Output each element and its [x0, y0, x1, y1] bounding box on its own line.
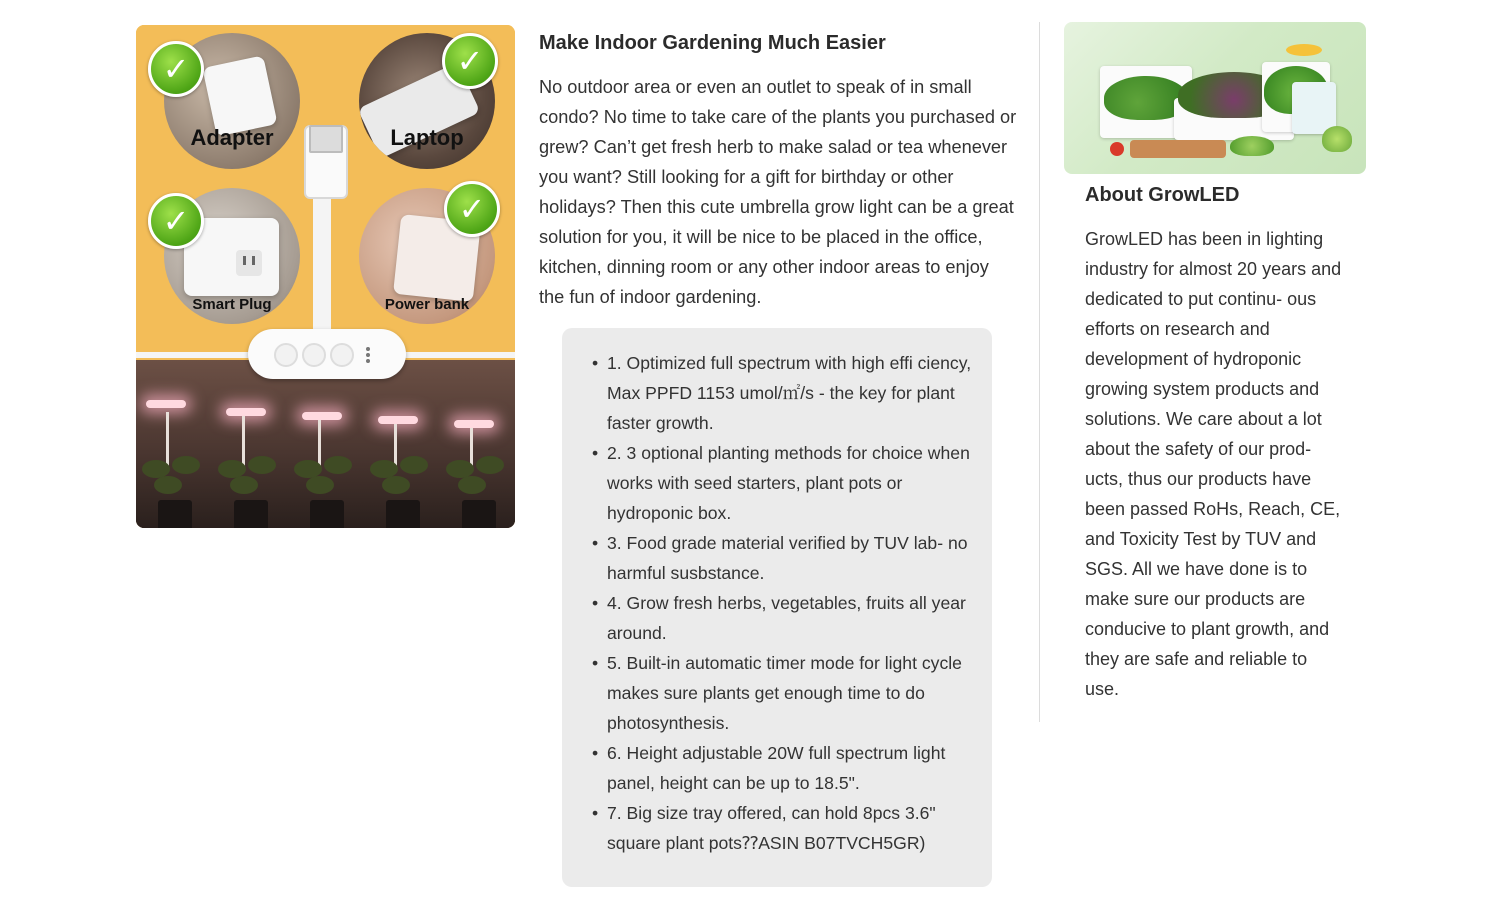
- intro-paragraph: No outdoor area or even an outlet to speak of in small condo? No time to take care of the plants you purchased or grew? Can’t get fresh herb to make salad or tea whenever you want? Still looking for a gift for birthday or other holidays? Then this cute umbrella grow light can be a great solution for you, it will be nice to be placed in the office, kitchen, dinning room or any other indoor areas to enjoy the fun of indoor gardening.: [539, 77, 1017, 307]
- adapter-label: Adapter: [190, 125, 274, 150]
- controller-icon: [248, 329, 406, 379]
- feature-item: • 7. Big size tray offered, can hold 8pcs 3.6" square plant pots⁇ASIN B07TVCH5GR): [592, 798, 977, 858]
- cable-right: [398, 352, 515, 358]
- checkmark-icon: ✓: [442, 33, 498, 89]
- feature-list: [562, 328, 992, 858]
- feature-item: • 5. Built-in automatic timer mode for light cycle makes sure plants get enough time to do photosynthesis.: [592, 648, 977, 738]
- grow-light-photo: [136, 360, 214, 528]
- power-source-panel: [136, 25, 515, 360]
- feature-item: • 4. Grow fresh herbs, vegetables, fruits all year around.: [592, 588, 977, 648]
- checkmark-icon: ✓: [444, 181, 500, 237]
- grow-light-photo: [288, 360, 366, 528]
- feature-item: • 2. 3 optional planting methods for choice when works with seed starters, plant pots or hydroponic box.: [592, 438, 977, 528]
- outlet-icon: [236, 250, 262, 276]
- smart-plug-label: Smart Plug: [192, 296, 272, 313]
- power-bank-label: Power bank: [384, 296, 470, 313]
- product-image: [136, 25, 515, 528]
- feature-list-box: [562, 328, 992, 887]
- about-title: About GrowLED: [1085, 184, 1240, 206]
- grow-light-photo: [440, 360, 515, 528]
- section-title: Make Indoor Gardening Much Easier: [539, 32, 886, 54]
- grow-light-photo: [212, 360, 290, 528]
- growled-products-image: [1064, 22, 1366, 174]
- checkmark-icon: ✓: [148, 193, 204, 249]
- feature-item: • 3. Food grade material verified by TUV lab- no harmful susbstance.: [592, 528, 977, 588]
- grow-light-photo: [364, 360, 442, 528]
- cable-left: [136, 352, 256, 358]
- usb-connector-icon: [309, 125, 343, 153]
- about-paragraph: GrowLED has been in lighting industry for almost 20 years and dedicated to put continu- ous efforts on research and development of hydroponic growing system products and solutions. We care about a lot about the safety of our prod- ucts, thus our products have been passed RoHs, Reach, CE, and Toxicity Test by TUV and SGS. All we have done is to make sure our products are conducive to plant growth, and they are safe and reliable to use.: [1085, 229, 1342, 699]
- feature-item: • 1. Optimized full spectrum with high effi ciency, Max PPFD 1153 umol/㎡/s - the key for plant faster growth.: [592, 348, 977, 438]
- feature-item: • 6. Height adjustable 20W full spectrum light panel, height can be up to 18.5".: [592, 738, 977, 798]
- laptop-label: Laptop: [390, 125, 464, 150]
- grow-light-height-strip: [136, 360, 515, 528]
- checkmark-icon: ✓: [148, 41, 204, 97]
- column-divider: [1039, 22, 1040, 722]
